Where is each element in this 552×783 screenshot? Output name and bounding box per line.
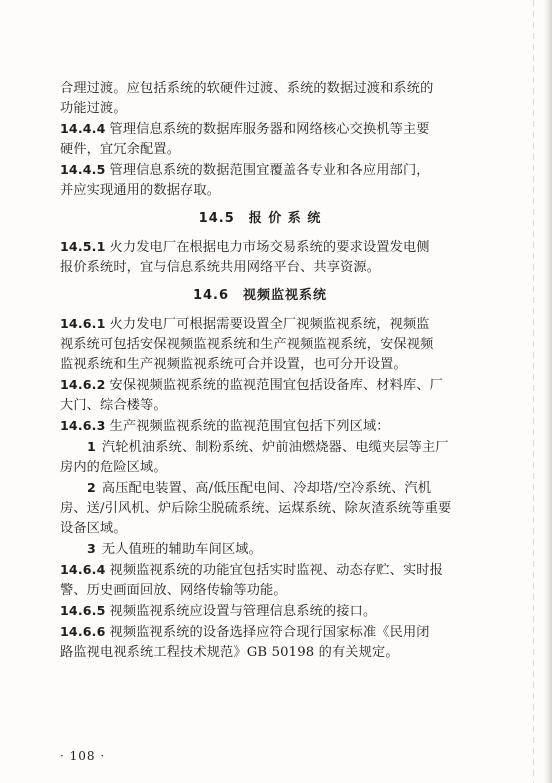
clause-number: 14.5.1 [60,239,106,254]
clause-number: 14.4.5 [60,162,106,177]
section-title: 视频监视系统 [243,288,328,303]
clause-number: 14.6.1 [60,316,106,331]
clause-14-6-4 [60,560,460,581]
clause-number: 14.6.6 [60,624,106,639]
clause-text: 生产视频监视系统的监视范围宜包括下列区域： [109,419,390,434]
clause-14-6-3 [60,416,460,437]
item-text: 汽轮机油系统、制粉系统、炉前油燃烧器、电缆夹层等主厂 [101,440,449,455]
clause-number: 14.4.4 [60,121,106,136]
section-title: 报 价 系 统 [248,211,322,226]
text-line: 硬件，宜冗余配置。 [60,142,181,157]
clause-text: 火力发电厂在根据电力市场交易系统的要求设置发电侧 [109,240,430,255]
clause-14-6-6 [60,622,460,643]
clause-14-6-2 [60,375,460,396]
text-line: 合理过渡。应包括系统的软硬件过渡、系统的数据过渡和系统的 [60,81,434,96]
section-heading-14-6 [60,286,460,306]
clause-14-4-4 [60,119,460,140]
clause-text: 管理信息系统的数据范围宜覆盖各专业和各应用部门， [109,163,430,178]
clause-text: 视频监视系统应设置与管理信息系统的接口。 [109,604,377,619]
section-number: 14.5 [198,211,235,226]
text-line: 设备区域。 [60,521,127,536]
list-item-1 [60,437,460,458]
clause-text: 管理信息系统的数据库服务器和网络核心交换机等主要 [109,122,430,137]
section-heading-14-5 [60,209,460,229]
clause-text: 火力发电厂可根据需要设置全厂视频监视系统，视频监 [109,317,430,332]
list-item-3 [60,539,460,560]
text-line: 警、历史画面回放、网络传输等功能。 [60,583,287,598]
clause-text: 视频监视系统的设备选择应符合现行国家标准《民用闭 [109,625,430,640]
page-number: · 108 · [60,749,106,763]
item-text: 高压配电装置、高/低压配电间、冷却塔/空冷系统、汽机 [101,481,432,496]
clause-number: 14.6.3 [60,418,106,433]
text-line: 报价系统时，宜与信息系统共用网络平台、共享资源。 [60,260,381,275]
clause-14-5-1 [60,237,460,258]
section-number: 14.6 [192,288,230,303]
text-line: 房、送/引风机、炉后除尘脱硫系统、运煤系统、除灰渣系统等重要 [60,501,452,516]
clause-14-4-5 [60,160,460,181]
list-item-2 [60,478,460,499]
page-edge [544,0,552,783]
text-line: 视系统可包括安保视频监视系统和生产视频监视系统，安保视频 [60,337,434,352]
text-line: 房内的危险区域。 [60,460,167,475]
clause-14-6-1 [60,314,460,335]
page-edge-shadow [533,0,534,783]
clause-14-6-5 [60,601,460,622]
item-number: 1 [87,439,96,454]
clause-text: 安保视频监视系统的监视范围宜包括设备库、材料库、厂 [109,378,443,393]
item-number: 3 [87,541,96,556]
clause-number: 14.6.5 [60,603,106,618]
text-line: 并应实现通用的数据存取。 [60,183,221,198]
clause-number: 14.6.4 [60,562,106,577]
text-line: 监视系统和生产视频监视系统可合并设置，也可分开设置。 [60,357,407,372]
text-line: 大门、综合楼等。 [60,398,167,413]
item-text: 无人值班的辅助车间区域。 [101,542,262,557]
item-number: 2 [87,480,96,495]
clause-number: 14.6.2 [60,377,106,392]
clause-text: 视频监视系统的功能宜包括实时监视、动态存贮、实时报 [109,563,443,578]
text-line: 功能过渡。 [60,101,127,116]
text-line: 路监视电视系统工程技术规范》GB 50198 的有关规定。 [60,645,399,660]
page-body [60,79,460,663]
